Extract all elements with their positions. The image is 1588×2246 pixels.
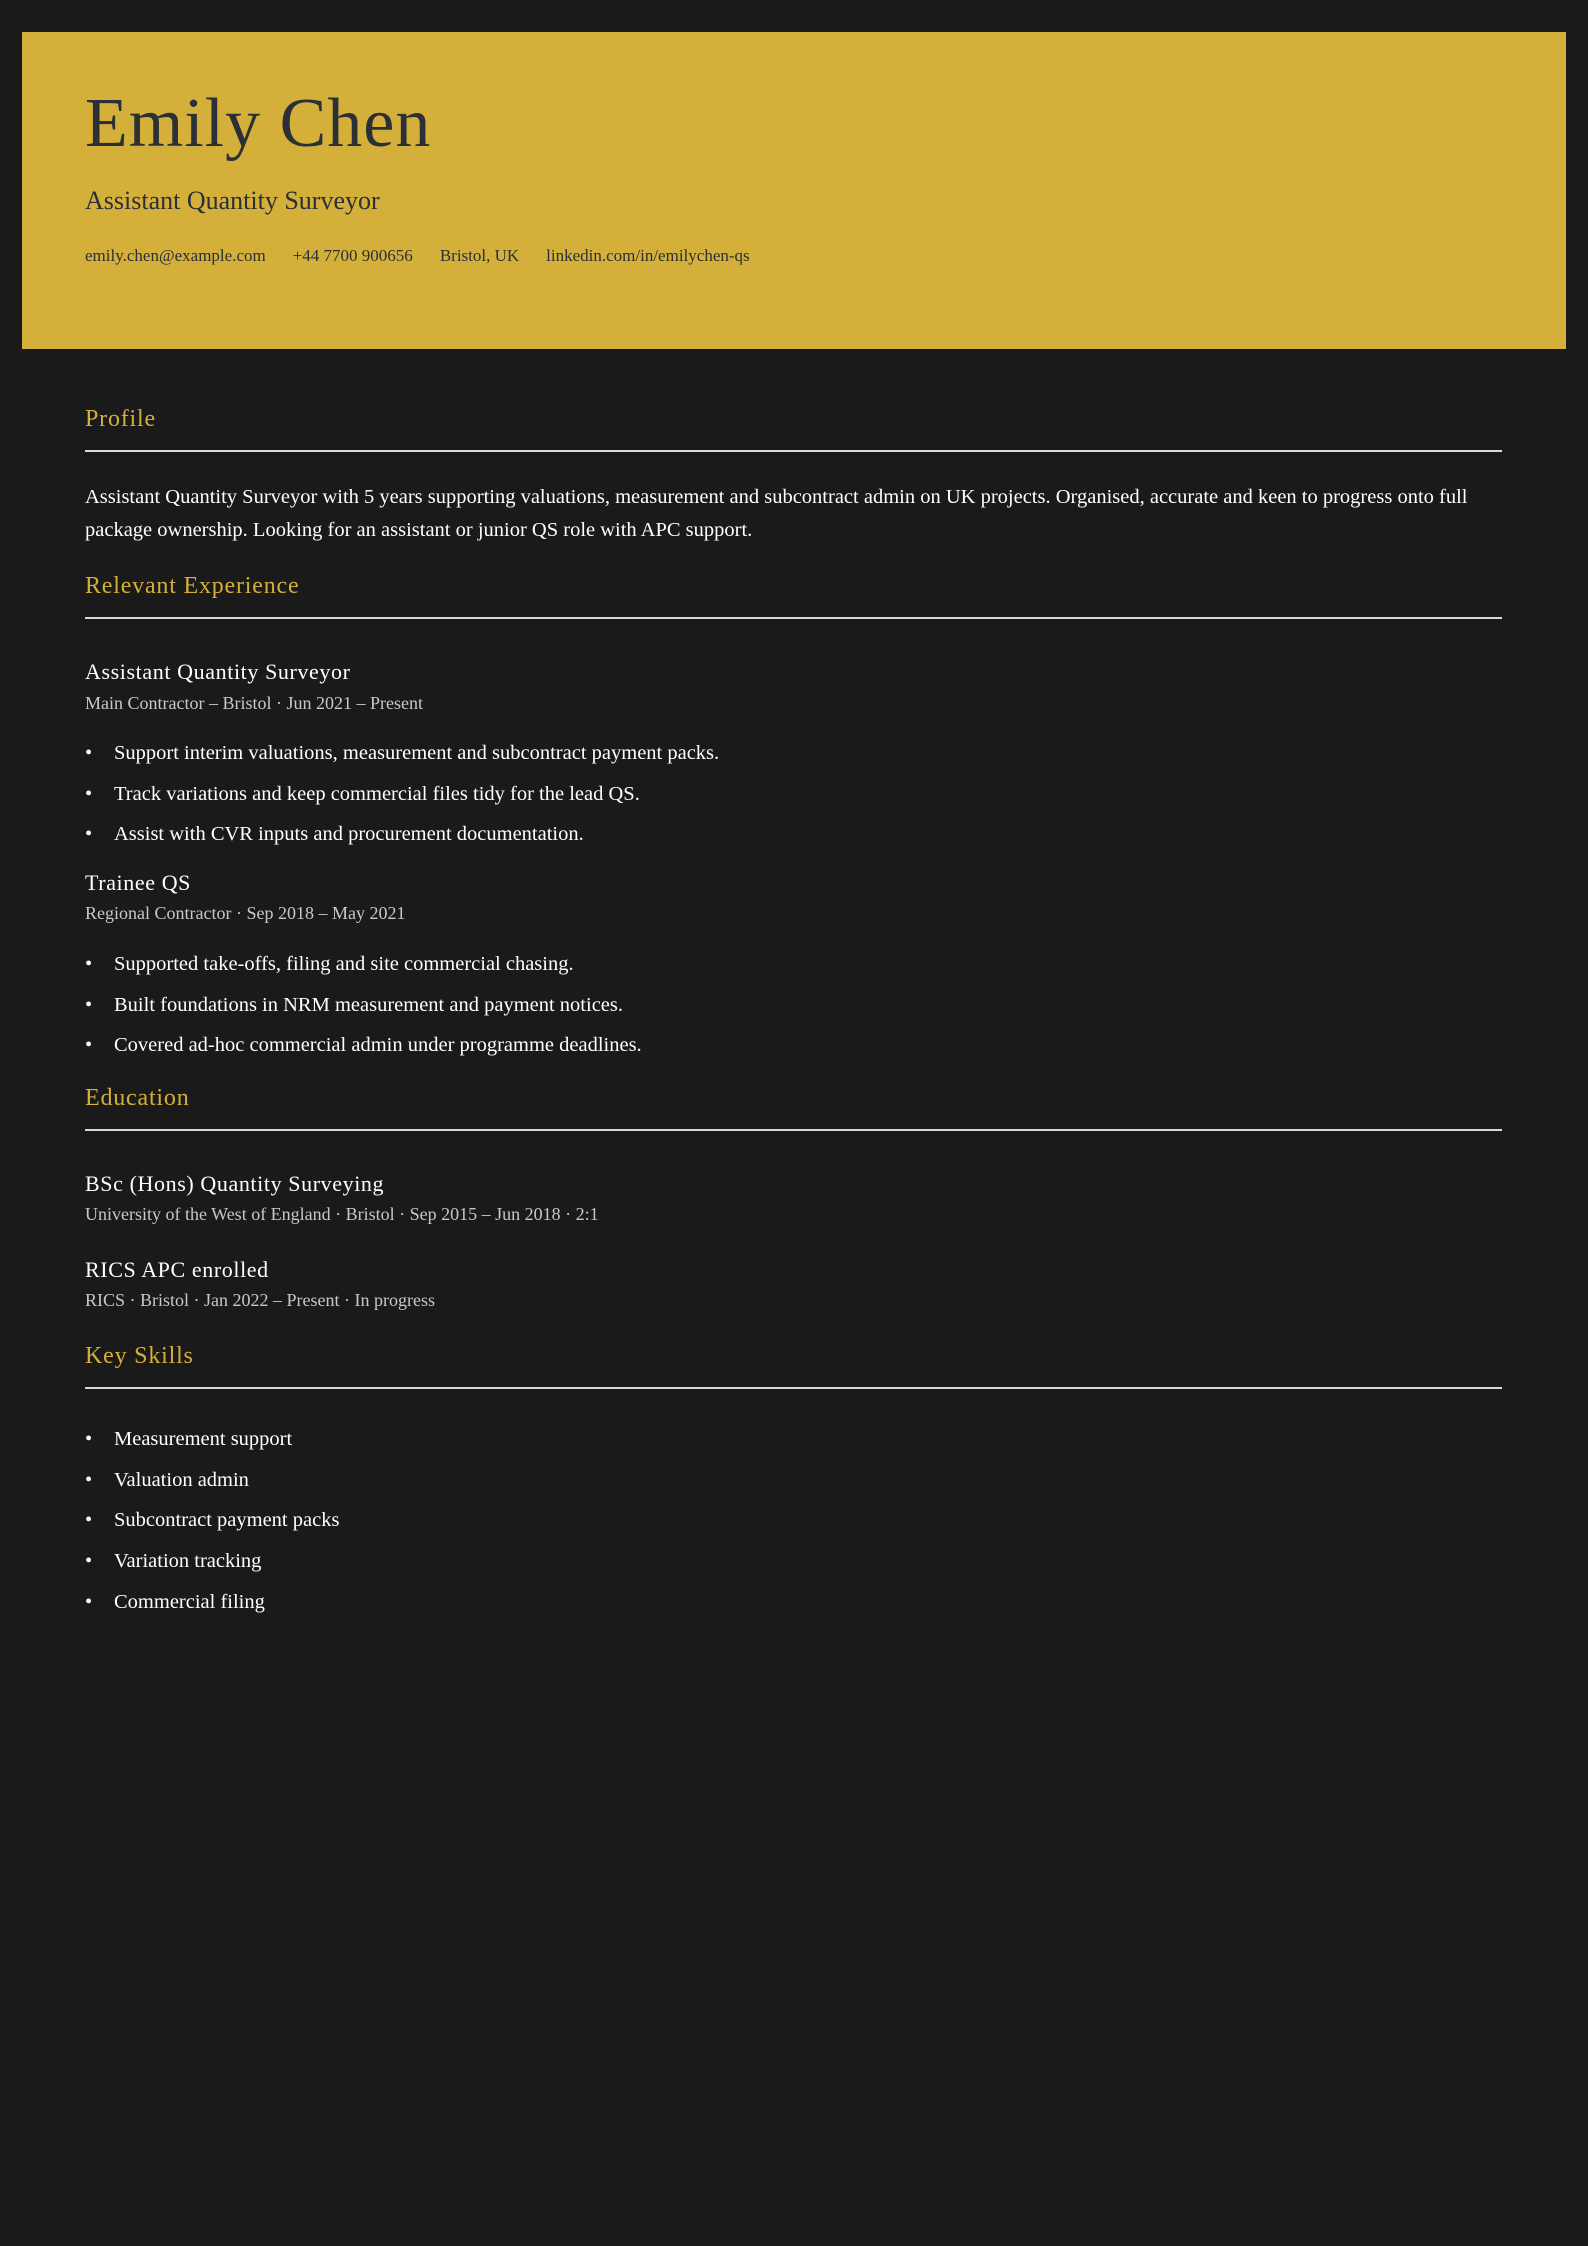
- candidate-title: Assistant Quantity Surveyor: [85, 186, 380, 215]
- education-title: RICS APC enrolled: [85, 1256, 269, 1282]
- bullet-item: • Support interim valuations, measurement and subcontract payment packs.: [85, 741, 1502, 766]
- bullet-item: • Supported take-offs, filing and site commercial chasing.: [85, 952, 1502, 977]
- bullet-item: • Assist with CVR inputs and procurement documentation.: [85, 822, 1502, 847]
- job-title: Trainee QS: [85, 869, 192, 895]
- education-title: BSc (Hons) Quantity Surveying: [85, 1170, 385, 1196]
- education-section: [85, 1084, 1502, 1312]
- education-meta: RICS · Bristol · Jan 2022 – Present · In progress: [85, 1289, 435, 1310]
- contact-linkedin[interactable]: linkedin.com/in/emilychen-qs: [546, 246, 750, 266]
- contact-email[interactable]: emily.chen@example.com: [85, 246, 266, 266]
- skill-item: • Measurement support: [85, 1427, 1502, 1452]
- bullet-item: • Built foundations in NRM measurement and payment notices.: [85, 993, 1502, 1018]
- section-heading-education: Education: [85, 1084, 1502, 1131]
- job-entry: [85, 870, 1502, 1058]
- skill-item: • Subcontract payment packs: [85, 1508, 1502, 1533]
- skill-item: • Variation tracking: [85, 1549, 1502, 1574]
- skills-section: [85, 1342, 1502, 1614]
- contact-phone[interactable]: +44 7700 900656: [292, 246, 413, 266]
- resume-body: [85, 405, 1502, 1640]
- job-bullets: [85, 741, 1502, 847]
- candidate-name: Emily Chen: [85, 85, 432, 162]
- education-entry: [85, 1171, 1502, 1226]
- job-title: Assistant Quantity Surveyor: [85, 659, 351, 685]
- contact-location: Bristol, UK: [439, 246, 520, 266]
- section-heading-experience: Relevant Experience: [85, 572, 1502, 619]
- bullet-item: • Covered ad-hoc commercial admin under programme deadlines.: [85, 1033, 1502, 1058]
- job-bullets: [85, 952, 1502, 1058]
- education-meta: University of the West of England · Bristol · Sep 2015 – Jun 2018 · 2:1: [85, 1203, 599, 1224]
- experience-section: [85, 572, 1502, 1057]
- contact-row: [85, 246, 1566, 266]
- profile-text: Assistant Quantity Surveyor with 5 years supporting valuations, measurement and subcontract admin on UK projects. Organised, accurate and keen to progress onto full package ownership. Looking for an assistant or junior QS role with APC support.: [85, 485, 1468, 541]
- header-banner: [22, 32, 1566, 349]
- education-entry: [85, 1257, 1502, 1312]
- job-entry: [85, 659, 1502, 847]
- job-meta: Main Contractor – Bristol · Jun 2021 – Present: [85, 692, 423, 713]
- skill-item: • Valuation admin: [85, 1468, 1502, 1493]
- skills-list: [85, 1427, 1502, 1614]
- bullet-item: • Track variations and keep commercial files tidy for the lead QS.: [85, 782, 1502, 807]
- section-heading-skills: Key Skills: [85, 1342, 1502, 1389]
- skill-item: • Commercial filing: [85, 1590, 1502, 1615]
- profile-section: [85, 405, 1502, 546]
- section-heading-profile: Profile: [85, 405, 1502, 452]
- job-meta: Regional Contractor · Sep 2018 – May 2021: [85, 903, 406, 924]
